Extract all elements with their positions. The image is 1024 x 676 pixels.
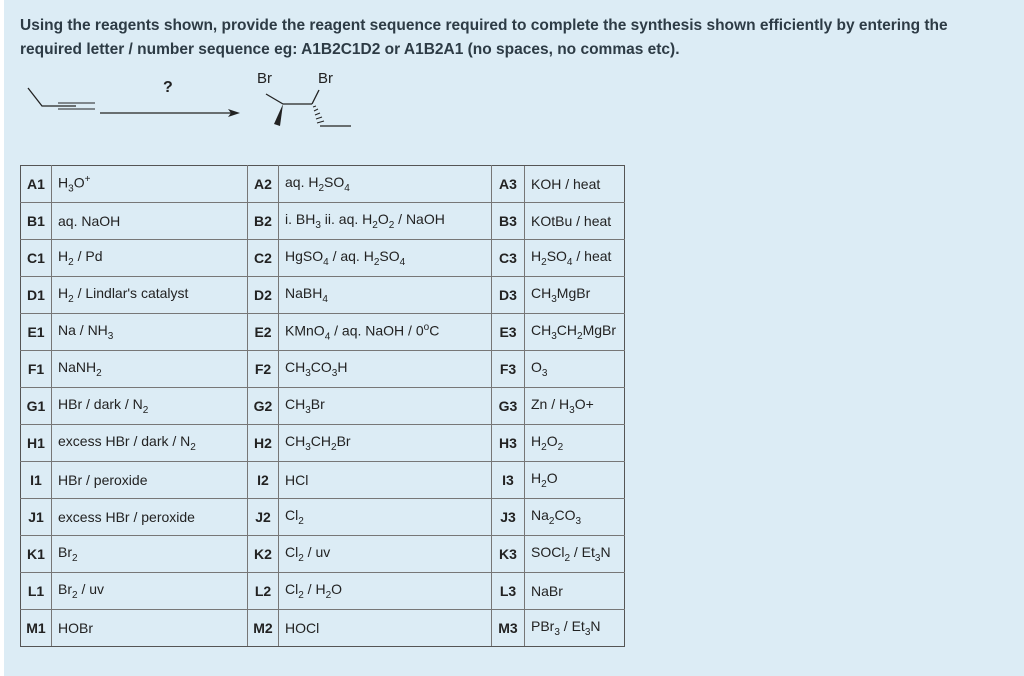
reagent-code-l1: L1 xyxy=(21,573,52,610)
reagent-a2: aq. $H_2SO_4$ xyxy=(279,166,492,203)
reagent-code-l2: L2 xyxy=(248,573,279,610)
reagent-row xyxy=(21,314,625,351)
c-br-bond xyxy=(266,94,283,104)
reagent-c3: $H_2SO_4$ / heat xyxy=(525,240,625,277)
wedge-bond xyxy=(274,104,283,126)
reagent-l3: NaBr xyxy=(525,573,625,610)
reagent-b1: aq. NaOH xyxy=(52,203,248,240)
reagent-m3: $PBr_3 / Et_3N$ xyxy=(525,610,625,647)
reagent-b3: KOtBu / heat xyxy=(525,203,625,240)
reagent-code-j3: J3 xyxy=(492,499,525,536)
reagent-code-a3: A3 xyxy=(492,166,525,203)
reagent-k3: SOCl$_2$ / $Et_3N$ xyxy=(525,536,625,573)
reagent-row xyxy=(21,203,625,240)
reagent-code-k3: K3 xyxy=(492,536,525,573)
reagent-code-c3: C3 xyxy=(492,240,525,277)
reagent-g3: $Zn / H_3O+$ xyxy=(525,388,625,425)
reagent-a3: KOH / heat xyxy=(525,166,625,203)
reagent-g1: HBr / dark / $N_2$ xyxy=(52,388,248,425)
reagent-code-h2: H2 xyxy=(248,425,279,462)
reagent-code-e1: E1 xyxy=(21,314,52,351)
reagent-code-c1: C1 xyxy=(21,240,52,277)
reagent-k1: $Br_2$ xyxy=(52,536,248,573)
reagent-e3: $CH_3CH_2MgBr$ xyxy=(525,314,625,351)
reagent-code-k1: K1 xyxy=(21,536,52,573)
reagent-i2: HCl xyxy=(279,462,492,499)
bromine-label-right: Br xyxy=(318,70,333,87)
reagent-code-l3: L3 xyxy=(492,573,525,610)
reagent-row xyxy=(21,499,625,536)
reagent-code-f2: F2 xyxy=(248,351,279,388)
reagent-code-h3: H3 xyxy=(492,425,525,462)
reagent-e1: Na / $NH_3$ xyxy=(52,314,248,351)
reagent-j2: $Cl_2$ xyxy=(279,499,492,536)
reagent-code-b3: B3 xyxy=(492,203,525,240)
reagent-code-i2: I2 xyxy=(248,462,279,499)
reagent-code-g1: G1 xyxy=(21,388,52,425)
reagent-c1: $H_2$ / Pd xyxy=(52,240,248,277)
reagent-code-d3: D3 xyxy=(492,277,525,314)
reagent-table xyxy=(20,165,625,647)
reagent-code-f3: F3 xyxy=(492,351,525,388)
reagent-code-j1: J1 xyxy=(21,499,52,536)
reagent-row xyxy=(21,462,625,499)
reagent-code-a2: A2 xyxy=(248,166,279,203)
reagent-i3: $H_2O$ xyxy=(525,462,625,499)
reagent-d3: $CH_3MgBr$ xyxy=(525,277,625,314)
reagent-l1: $Br_2$ / uv xyxy=(52,573,248,610)
c-br-bond xyxy=(312,90,319,104)
bromine-label-left: Br xyxy=(257,70,272,87)
reagent-code-g2: G2 xyxy=(248,388,279,425)
reagent-code-i1: I1 xyxy=(21,462,52,499)
reagent-row xyxy=(21,351,625,388)
reagent-m1: HOBr xyxy=(52,610,248,647)
reagent-code-d2: D2 xyxy=(248,277,279,314)
hash-bond xyxy=(313,106,324,123)
reagent-code-f1: F1 xyxy=(21,351,52,388)
reagent-l2: $Cl_2 / H_2O$ xyxy=(279,573,492,610)
reagent-row xyxy=(21,536,625,573)
reagent-row xyxy=(21,277,625,314)
reagent-code-b1: B1 xyxy=(21,203,52,240)
reagent-h3: $H_2O_2$ xyxy=(525,425,625,462)
reagent-h2: $CH_3CH_2Br$ xyxy=(279,425,492,462)
question-text: Using the reagents shown, provide the reagent sequence required to complete the synthesis shown efficiently by entering the required letter / number sequence eg: A1B2C1D2 or A1B2A1 (no spaces, no commas etc). xyxy=(20,17,948,58)
reagent-code-i3: I3 xyxy=(492,462,525,499)
reagent-row xyxy=(21,573,625,610)
reagent-i1: HBr / peroxide xyxy=(52,462,248,499)
reagent-j1: excess HBr / peroxide xyxy=(52,499,248,536)
reagent-row xyxy=(21,166,625,203)
reagent-code-m3: M3 xyxy=(492,610,525,647)
reagent-a1: $H_3O^+$ xyxy=(52,166,248,203)
reagent-code-h1: H1 xyxy=(21,425,52,462)
reagent-code-e2: E2 xyxy=(248,314,279,351)
reagent-code-b2: B2 xyxy=(248,203,279,240)
reagent-code-a1: A1 xyxy=(21,166,52,203)
reagent-b2: i. $BH_3$ ii. aq. $H_2O_2$ / NaOH xyxy=(279,203,492,240)
reagent-row xyxy=(21,610,625,647)
reagent-d1: $H_2$ / Lindlar's catalyst xyxy=(52,277,248,314)
reagent-f2: $CH_3CO_3H$ xyxy=(279,351,492,388)
reagent-g2: $CH_3Br$ xyxy=(279,388,492,425)
reagent-j3: $Na_2CO_3$ xyxy=(525,499,625,536)
reagent-h1: excess HBr / dark / $N_2$ xyxy=(52,425,248,462)
reagent-m2: HOCl xyxy=(279,610,492,647)
reagent-k2: $Cl_2$ / uv xyxy=(279,536,492,573)
reagent-code-m1: M1 xyxy=(21,610,52,647)
reagent-c2: HgSO$_4$ / aq. $H_2SO_4$ xyxy=(279,240,492,277)
reagent-code-g3: G3 xyxy=(492,388,525,425)
reagent-code-d1: D1 xyxy=(21,277,52,314)
reagent-code-c2: C2 xyxy=(248,240,279,277)
reagent-code-k2: K2 xyxy=(248,536,279,573)
reagent-code-e3: E3 xyxy=(492,314,525,351)
unknown-reagent-mark: ? xyxy=(163,79,173,96)
reagent-row xyxy=(21,388,625,425)
reagent-code-m2: M2 xyxy=(248,610,279,647)
reagent-e2: KMnO$_4$ / aq. NaOH / 0$^o$C xyxy=(279,314,492,351)
reagent-d2: NaBH$_4$ xyxy=(279,277,492,314)
reagent-row xyxy=(21,240,625,277)
reagent-f3: $O_3$ xyxy=(525,351,625,388)
reagent-row xyxy=(21,425,625,462)
reagent-f1: NaNH$_2$ xyxy=(52,351,248,388)
reagent-code-j2: J2 xyxy=(248,499,279,536)
